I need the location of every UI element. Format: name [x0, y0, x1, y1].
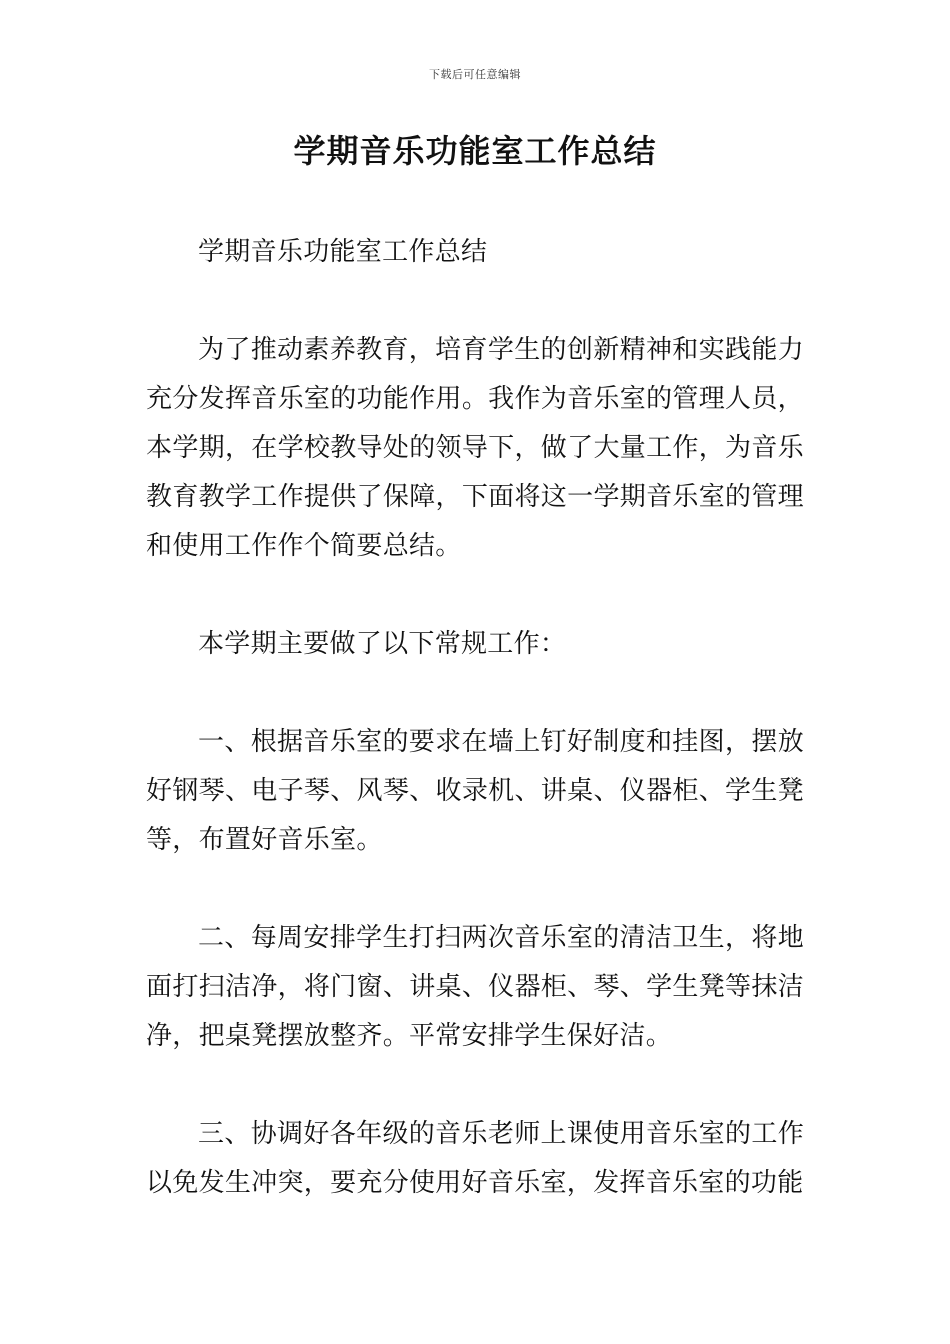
document-body [146, 228, 804, 1257]
intro-paragraph: 为了推动素养教育，培育学生的创新精神和实践能力充分发挥音乐室的功能作用。我作为音乐室的管理人员，本学期，在学校教导处的领导下，做了大量工作，为音乐教育教学工作提供了保障，下面将这一学期音乐室的管理和使用工作作个简要总结。 [146, 335, 804, 561]
item-two-paragraph: 二、每周安排学生打扫两次音乐室的清洁卫生，将地面打扫洁净，将门窗、讲桌、仪器柜、琴、学生凳等抹洁净，把桌凳摆放整齐。平常安排学生保好洁。 [146, 923, 804, 1051]
summary-lead-paragraph: 本学期主要做了以下常规工作： [198, 629, 567, 659]
item-three-paragraph: 三、协调好各年级的音乐老师上课使用音乐室的工作以免发生冲突，要充分使用好音乐室，发挥音乐室的功能 [146, 1119, 804, 1198]
header-note: 下载后可任意编辑 [429, 68, 521, 81]
document-title: 学期音乐功能室工作总结 [293, 132, 657, 170]
subtitle-paragraph: 学期音乐功能室工作总结 [198, 237, 488, 267]
item-one-paragraph: 一、根据音乐室的要求在墙上钉好制度和挂图，摆放好钢琴、电子琴、风琴、收录机、讲桌、仪器柜、学生凳等，布置好音乐室。 [146, 727, 804, 855]
